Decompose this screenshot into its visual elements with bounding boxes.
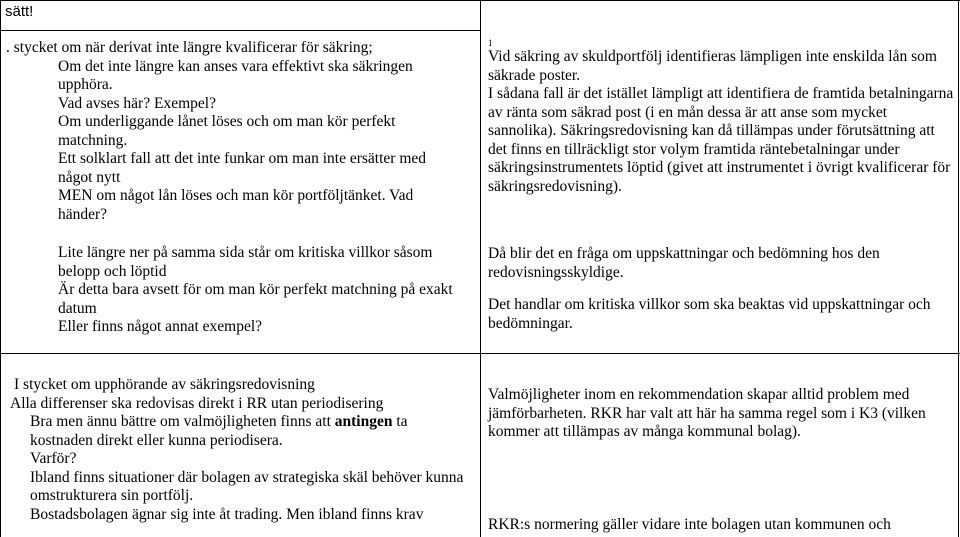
bottom-right-line-2: RKR:s normering gäller vidare inte bolagen utan kommunen och: [488, 516, 891, 533]
left-line-2: Om det inte längre kan anses vara effektivt ska säkringen upphöra.: [58, 57, 413, 93]
table-border-right: [958, 0, 959, 537]
left-line-1: . stycket om när derivat inte längre kvalificerar för säkring;: [6, 39, 373, 56]
right-line-2: I sådana fall är det istället lämpligt att identifiera de framtida betalningarna av ränta som säkrad post (i en mån dessa är att anse som mycket sannolika). Säkringsredovisning kan då tillämpas under förutsättning att det finns en tillräckligt stor volym framtida räntebetalningar under säkringsinstrumentets löptid (givet att instrumentet i övrigt kvalificerar för säkringsredovisning).: [488, 85, 954, 195]
bottom-left-line-3-pre: Bra men ännu bättre om valmöjligheten finns att: [30, 413, 335, 430]
table-border-header: [0, 30, 480, 31]
bottom-left-line-5: Ibland finns situationer där bolagen av strategiska skäl behöver kunna omstrukturera sin portfölj.: [30, 468, 464, 504]
bottom-left-line-2: Alla differenser ska redovisas direkt i RR utan periodisering: [10, 394, 384, 412]
bottom-right-line-1: Valmöjligheter inom en rekommendation skapar alltid problem med jämförbarheten. RKR har valt att här ha samma regel som i K3 (vilken kommer att tillämpas av många kommunal bolag).: [488, 386, 926, 440]
right-line-3: Då blir det en fråga om uppskattningar och bedömning hos den redovisningsskyldige.: [488, 245, 880, 281]
left-line-6: MEN om något lån löses och man kör portföljtänket. Vad händer?: [58, 187, 414, 223]
header-cell-text: sätt!: [5, 3, 34, 20]
right-line-1: Vid säkring av skuldportfölj identifieras lämpligen inte enskilda lån som säkrade poster.: [488, 48, 937, 84]
bottom-left-line-4: Varför?: [30, 450, 77, 467]
footnote-mark: 1: [488, 38, 493, 48]
bottom-right-response-cell: [488, 386, 954, 442]
left-line-4: Om underliggande lånet löses och om man kör perfekt matchning.: [58, 113, 396, 149]
table-border-left: [0, 0, 1, 537]
right-line-4: Det handlar om kritiska villkor som ska beaktas vid uppskattningar och bedömningar.: [488, 296, 931, 332]
bottom-left-line-6: Bostadsbolagen ägnar sig inte åt trading. Men ibland finns krav: [30, 505, 424, 523]
left-para2-line-2: Är detta bara avsett för om man kör perfekt matchning på exakt datum: [58, 281, 453, 317]
bottom-left-comment-cell: [10, 376, 476, 524]
left-line-5: Ett solklart fall att det inte funkar om man inte ersätter med något nytt: [58, 150, 427, 186]
bottom-left-line-3: [10, 413, 470, 450]
right-response-cell: [488, 38, 954, 333]
left-line-3: Vad avses här? Exempel?: [58, 94, 216, 112]
left-para2-line-1: Lite längre ner på samma sida står om kritiska villkor såsom belopp och löptid: [58, 244, 433, 280]
bottom-left-line-3-post: ta kostnaden direkt eller kunna periodisera.: [30, 413, 408, 449]
table-border-center: [480, 0, 481, 537]
left-para2-line-3: Eller finns något annat exempel?: [58, 318, 263, 335]
left-comment-cell: [6, 39, 476, 337]
bottom-left-line-1: I stycket om upphörande av säkringsredovisning: [14, 376, 315, 393]
bottom-left-line-3-bold: antingen: [334, 413, 393, 430]
